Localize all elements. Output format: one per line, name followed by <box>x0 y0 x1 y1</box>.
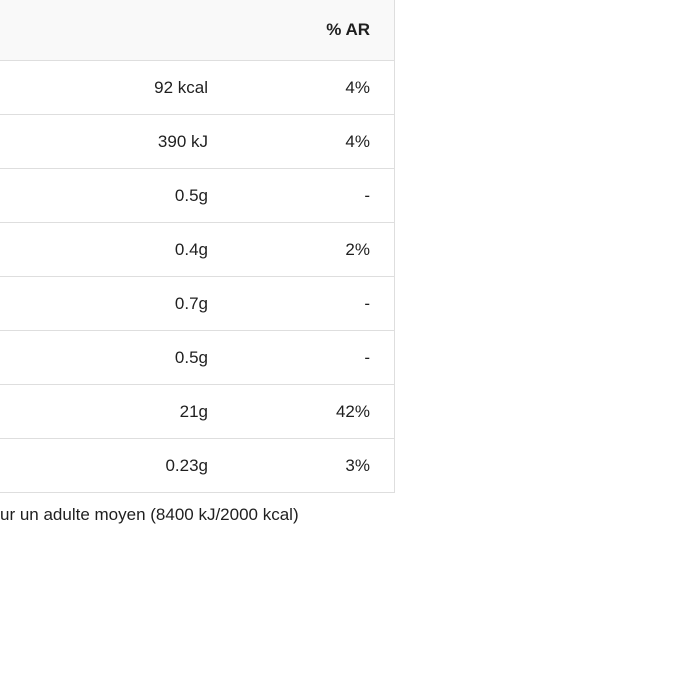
table-row <box>0 168 394 222</box>
table-row <box>0 60 394 114</box>
ar-cell: - <box>364 293 370 313</box>
ar-cell: 3% <box>345 455 370 475</box>
reference-intake-footnote: ur un adulte moyen (8400 kJ/2000 kcal) <box>0 505 299 524</box>
amount-cell: 390 kJ <box>157 131 208 151</box>
amount-cell: 0.7g <box>174 293 208 313</box>
ar-column-header: % AR <box>326 20 370 39</box>
amount-cell: 0.23g <box>165 455 208 475</box>
ar-cell: - <box>364 185 370 205</box>
table-row <box>0 222 394 276</box>
amount-cell: 92 kcal <box>154 77 208 97</box>
table-row <box>0 384 394 438</box>
amount-cell: 21g <box>179 401 208 421</box>
table-row <box>0 330 394 384</box>
table-row <box>0 114 394 168</box>
ar-cell: 2% <box>345 239 370 259</box>
ar-cell: - <box>364 347 370 367</box>
table-row <box>0 438 394 492</box>
nutrition-table-header <box>0 0 394 60</box>
amount-cell: 0.5g <box>174 185 208 205</box>
nutrition-table <box>0 0 395 493</box>
ar-cell: 42% <box>335 401 370 421</box>
table-row <box>0 276 394 330</box>
ar-cell: 4% <box>345 77 370 97</box>
amount-cell: 0.4g <box>174 239 208 259</box>
amount-cell: 0.5g <box>174 347 208 367</box>
ar-cell: 4% <box>345 131 370 151</box>
